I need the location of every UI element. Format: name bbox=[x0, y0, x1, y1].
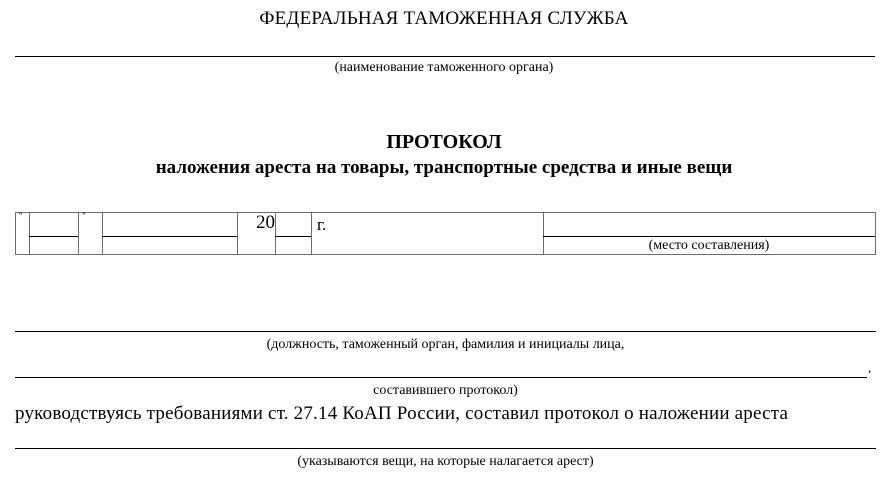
table-top-border bbox=[15, 212, 876, 213]
document-subtitle: наложения ареста на товары, транспортные средства и иные вещи bbox=[155, 157, 733, 178]
place-field-line bbox=[543, 236, 875, 237]
table-right-border bbox=[875, 212, 876, 254]
table-left-border bbox=[15, 212, 16, 254]
official-line-1 bbox=[15, 331, 876, 332]
table-bottom-border bbox=[15, 254, 876, 255]
customs-body-line bbox=[15, 56, 875, 57]
year-field-line bbox=[275, 236, 311, 237]
official-comma: , bbox=[868, 360, 872, 375]
customs-body-caption: (наименование таможенного органа) bbox=[334, 60, 554, 75]
open-quote: “ bbox=[19, 211, 23, 220]
document-title: ПРОТОКОЛ bbox=[386, 131, 502, 153]
official-caption-1: (должность, таможенный орган, фамилия и инициалы лица, bbox=[266, 337, 625, 352]
official-caption-2: составившего протокол) bbox=[373, 383, 518, 398]
table-divider bbox=[78, 212, 79, 254]
year-prefix bbox=[237, 212, 275, 234]
table-divider bbox=[29, 212, 30, 254]
table-divider bbox=[102, 212, 103, 254]
table-divider bbox=[311, 212, 312, 254]
day-field-line bbox=[29, 236, 78, 237]
seized-items-caption: (указываются вещи, на которые налагается арест) bbox=[297, 454, 594, 469]
official-line-2 bbox=[15, 377, 867, 378]
close-quote: ” bbox=[82, 211, 86, 220]
year-suffix: г. bbox=[317, 215, 327, 234]
seized-items-line bbox=[15, 448, 876, 449]
year-prefix-text: 20 bbox=[256, 212, 275, 233]
month-field-line bbox=[102, 236, 237, 237]
agency-name: ФЕДЕРАЛЬНАЯ ТАМОЖЕННАЯ СЛУЖБА bbox=[259, 8, 629, 29]
table-divider bbox=[275, 212, 276, 254]
body-text: руководствуясь требованиями ст. 27.14 КоАП России, составил протокол о наложении ареста bbox=[15, 403, 789, 424]
place-caption: (место составления) bbox=[648, 238, 770, 253]
